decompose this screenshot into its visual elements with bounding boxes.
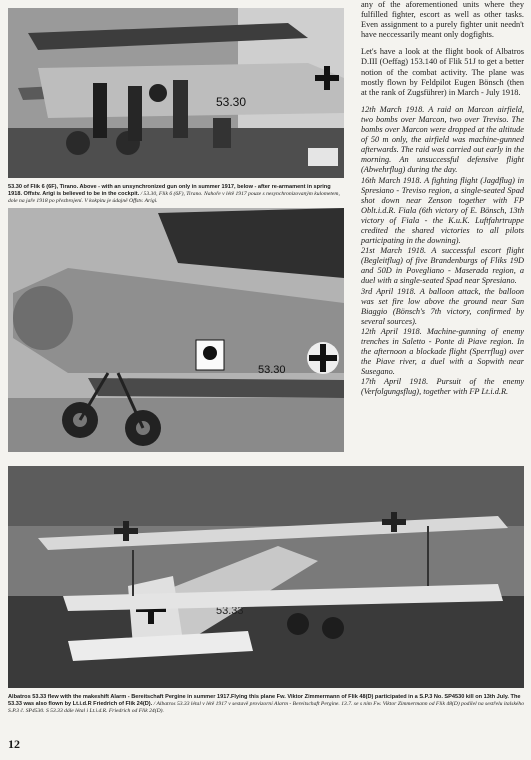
- entry-16-march: 16th March 1918. A fighting flight (Jagdflug) in Spresiano - Treviso region, a single-seated Spad shot down near Zenson together with FP Oblt.i.d.R. Fiala (6th victory of E. Bönsch, 13th victory of Fiala - the K.u.K. Luftfahrtruppe credited the shared victories to all pilots participating in the downing).: [361, 175, 524, 246]
- caption-top-english: 53.30 of Flik 6 (6F), Tirano. Above - with an unsynchronized gun only in summer 1917, below - after re-armament in spring 1918. Offstv. Arigi is believed to be in the cockpit.: [8, 184, 331, 197]
- paragraph-intro: any of the aforementioned units where they fulfilled fighter, escort as well as other tasks. Even assignment to a purely fighter unit needn't have neccessarily meant only dogfights.: [361, 0, 524, 40]
- caption-bottom-czech: / Albatros 53.33 létal v létě 1917 v sestavě provizorní Alarm - Bereitschaft Pergine. 13.7. se s ním Fw. Viktor Zimmermann od Flik 48(D) podílel na sestřelu italského S.P.3 č. SP4530. S 53.33 dále létal i Lt.i.d.R. Friedrich od Flik 24(D).: [8, 701, 525, 714]
- entry-17-april: 17th April 1918. Pursuit of the enemy (Verfolgungsflug), together with FP Lt.i.d.R.: [361, 377, 524, 397]
- photo-bottom: [8, 466, 524, 688]
- entry-3-april: 3rd April 1918. A balloon attack, the balloon was set fire low above the ground near San Biaggio (Bönsch's 7th victory, confirmed by several sources).: [361, 286, 524, 326]
- caption-top-photos: [8, 184, 344, 205]
- page-number: 12: [8, 737, 20, 751]
- entry-21-march: 21st March 1918. A successful escort flight (Begleitflug) of five Brandenburgs of Fliks 19D and 50D in Povegliano - Maserada region, a duel with a single-seated Spad near Spresiano.: [361, 246, 524, 286]
- entry-12-april: 12th April 1918. Machine-gunning of enemy trenches in Saletto - Ponte di Piave region. In the afternoon a blockade flight (Sperrflug) over the Piave river, a duel with a Sopwith near Susegano.: [361, 326, 524, 377]
- aircraft-code-top: 53.30: [216, 95, 247, 109]
- photo-middle-illustration: [8, 208, 344, 452]
- caption-bottom-photo: [8, 694, 524, 715]
- aircraft-code-middle: 53.30: [258, 364, 286, 376]
- photo-bottom-illustration: [8, 466, 524, 688]
- caption-top-czech: / 53.30, Flik 6 (6F), Tirano. Nahoře v létě 1917 pouze s nesynchronizovaným kulometem, dole na jaře 1918 po přezbrojení. V kokpitu je údajně Offstv. Arigi.: [8, 191, 340, 204]
- photo-top: [8, 8, 344, 178]
- caption-bottom-english: Albatros 53.33 flew with the makeshift Alarm - Bereitschaft Pergine in summer 1917.Flying this plane Fw. Viktor Zimmermann of Flik 48(D) participated in a S.P.3 No. SP4530 kill on 13th July. The 53.33 was also flown by Lt.i.d.R Friedrich of Flik 24(D).: [8, 694, 521, 707]
- aircraft-code-bottom: 53.33: [216, 605, 244, 617]
- entry-12-march: 12th March 1918. A raid on Marcon airfield, two bombs over Marcon, two over Treviso. The bombs over Marcon were dropped at the altitude of 50 m only, the airfield was machine-gunned afterwards. The raid was carried out early in the morning. An unsuccessful defensive flight (Abwehrflug) during the day.: [361, 104, 524, 175]
- paragraph-flight-book: Let's have a look at the flight book of Albatros D.III (Oeffag) 153.140 of Flik 51J to get a better notion of the combat activity. The plane was mostly flown by Feldpilot Eugen Bönsch (then at the rank of Zugsführer) in March - July 1918.: [361, 47, 524, 97]
- photo-top-illustration: [8, 8, 344, 178]
- photo-middle: [8, 208, 344, 452]
- article-column: [361, 0, 524, 398]
